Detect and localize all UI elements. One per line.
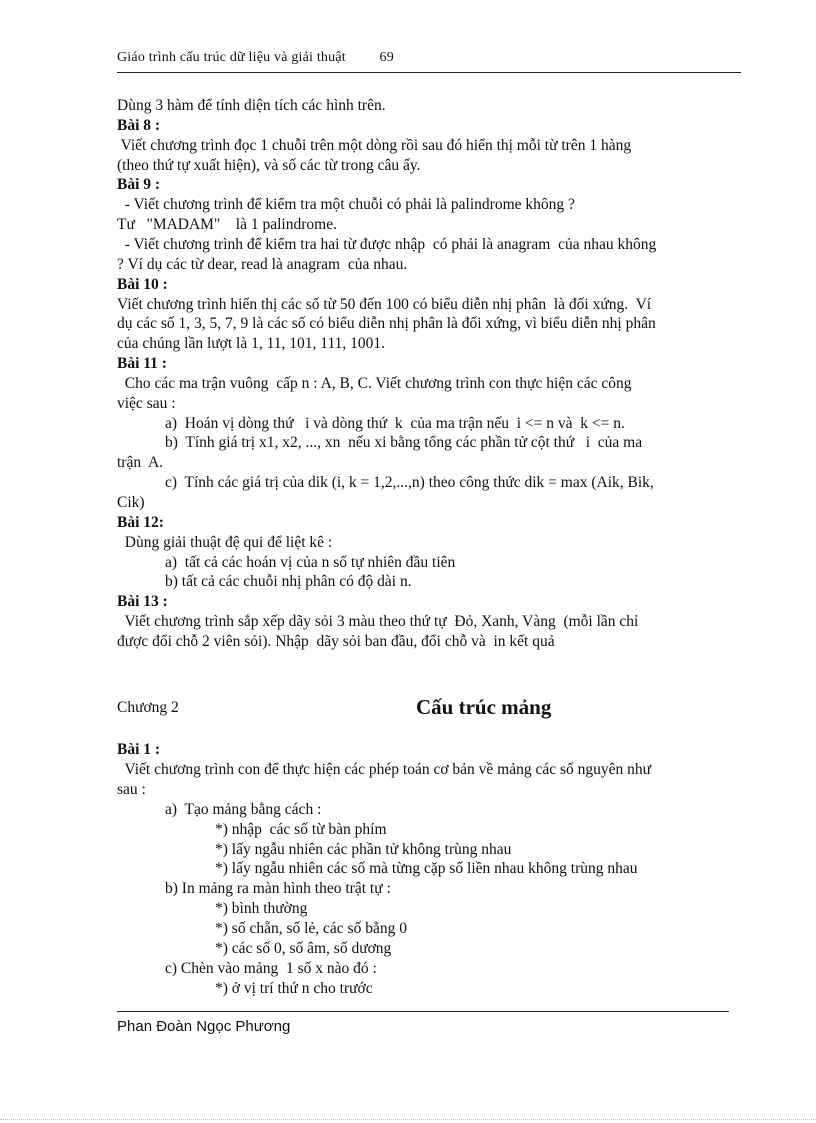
text-line: Viết chương trình sắp xếp dãy sỏi 3 màu theo thứ tự Đỏ, Xanh, Vàng (mỗi lần chỉ [117,613,639,631]
page-header [117,50,394,66]
page-bottom-edge [0,1119,816,1120]
header-rule [117,72,741,73]
text-line: ? Ví dụ các từ dear, read là anagram của nhau. [117,255,408,273]
text-line: c) Tính các giá trị của dik (i, k = 1,2,...,n) theo công thức dik = max (Aik, Bik, [165,474,654,492]
text-line: sau : [117,780,146,798]
footer-rule [117,1011,729,1012]
exercise-heading: Bài 9 : [117,176,161,194]
exercise-heading: Bài 10 : [117,275,168,293]
text-line: Viết chương trình con để thực hiện các phép toán cơ bản về mảng các số nguyên như [117,760,652,778]
text-line: a) Tạo mảng bằng cách : [165,800,322,818]
exercise-heading: Bài 8 : [117,116,161,134]
text-line: *) số chẵn, số lẻ, các số bằng 0 [215,920,407,938]
text-line: *) lấy ngẫu nhiên các số mà từng cặp số liền nhau không trùng nhau [215,860,638,878]
text-line: Dùng giải thuật đệ qui để liệt kê : [117,533,333,551]
chapter-title: Cấu trúc mảng [416,695,552,719]
text-line: (theo thứ tự xuất hiện), và số các từ trong câu ấy. [117,156,421,174]
text-line: a) Hoán vị dòng thứ i và dòng thứ k của ma trận nếu i <= n và k <= n. [165,414,625,432]
text-line: của chúng lần lượt là 1, 11, 101, 111, 1001. [117,335,385,353]
text-line: Viết chương trình hiển thị các số từ 50 đến 100 có biểu diễn nhị phân là đối xứng. Ví [117,295,652,313]
text-line: Viết chương trình đọc 1 chuỗi trên một dòng rồi sau đó hiển thị mỗi từ trên 1 hàng [117,136,632,154]
exercise-heading: Bài 11 : [117,355,167,373]
text-line: *) nhập các số từ bàn phím [215,820,387,838]
text-line: dụ các số 1, 3, 5, 7, 9 là các số có biểu diễn nhị phân là đối xứng, vì biểu diễn nhị phân [117,315,656,333]
text-line: c) Chèn vào mảng 1 số x nào đó : [165,959,377,977]
footer-author: Phan Đoàn Ngọc Phương [117,1018,291,1035]
text-line: - Viết chương trình để kiểm tra một chuỗi có phải là palindrome không ? [117,196,575,214]
text-line: Tư "MADAM" là 1 palindrome. [117,216,337,234]
text-line: Dùng 3 hàm để tính diện tích các hình trên. [117,97,386,114]
exercise-heading: Bài 1 : [117,741,161,758]
text-line: - Viết chương trình để kiểm tra hai từ được nhập có phải là anagram của nhau không [117,235,657,253]
exercise-heading: Bài 12: [117,513,164,531]
text-line: b) tất cả các chuỗi nhị phân có độ dài n. [165,573,412,591]
page-number: 69 [379,50,394,65]
text-line: b) Tính giá trị x1, x2, ..., xn nếu xi bằng tổng các phần tử cột thứ i của ma [165,434,643,452]
header-title: Giáo trình cấu trúc dữ liệu và giải thuật [117,50,346,65]
text-line: a) tất cả các hoán vị của n số tự nhiên đầu tiên [165,553,456,571]
text-line: *) ở vị trí thứ n cho trước [215,979,373,997]
text-line: được đổi chỗ 2 viên sỏi). Nhập dãy sỏi ban đầu, đổi chỗ và in kết quả [117,632,555,650]
text-line: trận A. [117,454,164,472]
text-line: Cho các ma trận vuông cấp n : A, B, C. Viết chương trình con thực hiện các công [117,374,632,392]
chapter-label: Chương 2 [117,699,179,716]
text-line: *) các số 0, số âm, số dương [215,940,392,957]
exercise-heading: Bài 13 : [117,593,168,611]
text-line: việc sau : [117,394,176,412]
text-line: Cik) [117,494,145,511]
text-line: b) In mảng ra màn hình theo trật tự : [165,880,391,898]
text-line: *) lấy ngẫu nhiên các phần tử không trùng nhau [215,840,512,858]
text-line: *) bình thường [215,900,308,918]
